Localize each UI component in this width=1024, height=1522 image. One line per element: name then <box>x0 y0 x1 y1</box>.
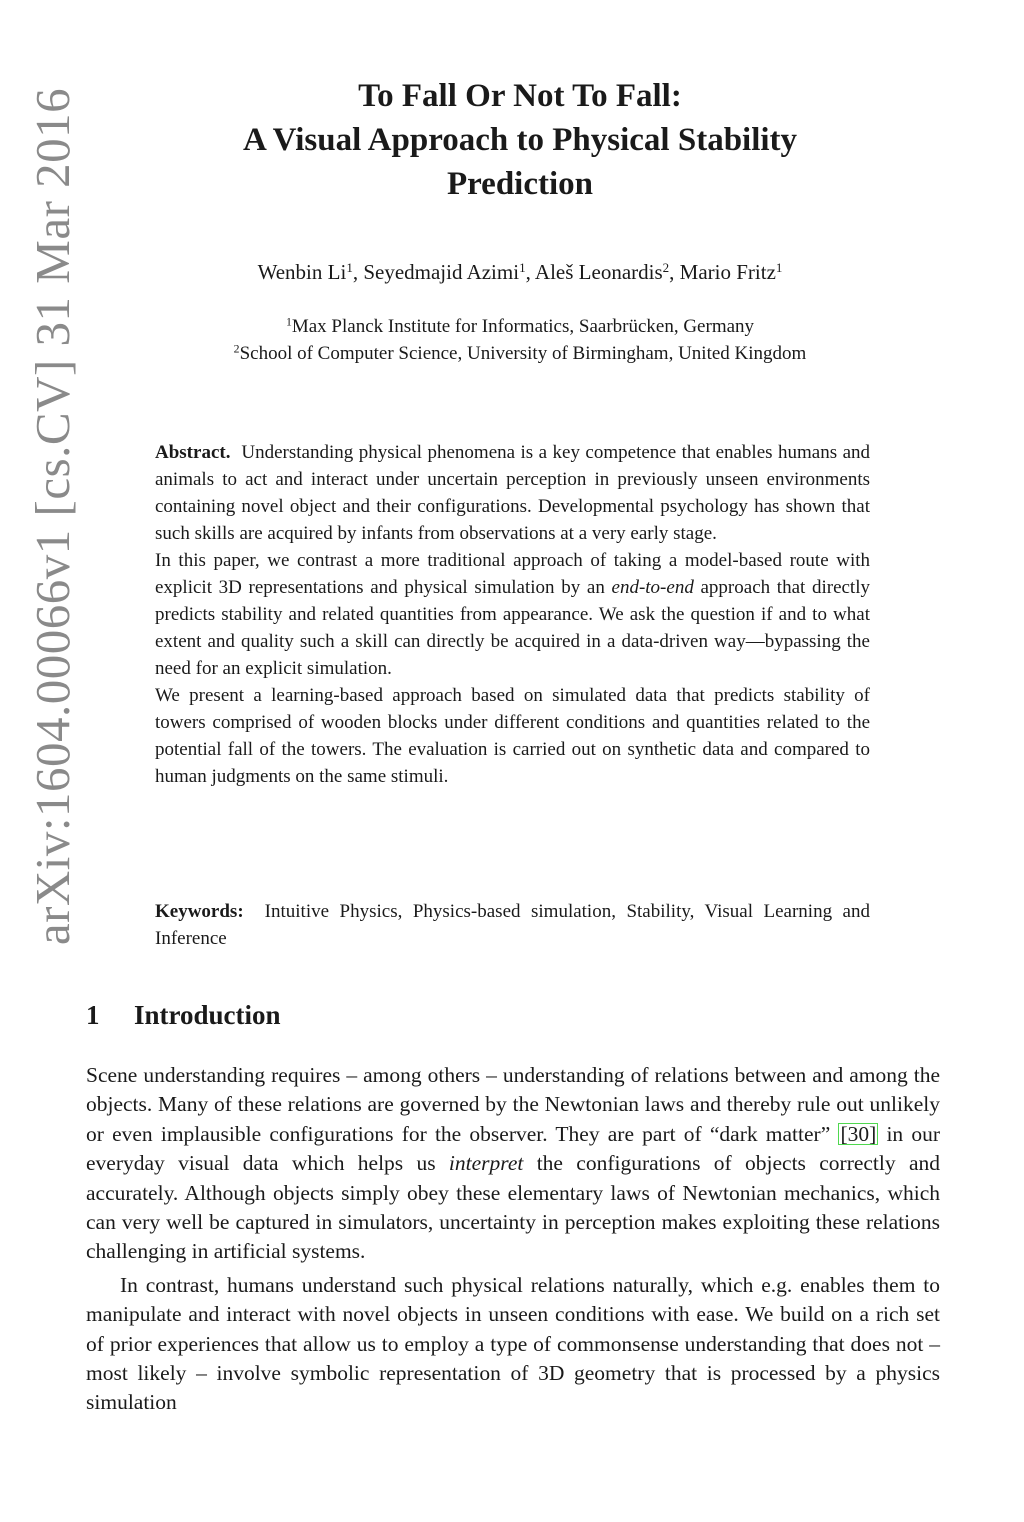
abstract <box>155 439 870 790</box>
section-heading-introduction <box>86 997 786 1033</box>
arxiv-identifier-stamp <box>20 76 86 956</box>
title-line-3: Prediction <box>446 166 594 202</box>
section-number: 1 <box>86 1000 100 1030</box>
body-paragraph-2: In contrast, humans understand such physical relations naturally, which e.g. enables them to manipulate and interact with novel objects in unseen conditions with ease. We build on a rich set of prior experiences that allow us to employ a type of commonsense understanding that does not – most likely – involve symbolic representation of 3D geometry that is processed by a physics simulation <box>86 1272 940 1415</box>
keywords-label: Keywords: <box>155 901 244 922</box>
author: Seyedmajid Azimi$^1$, <box>363 259 535 284</box>
title-line-1: To Fall Or Not To Fall: <box>358 78 682 114</box>
author: Aleš Leonardis$^2$, <box>534 259 680 284</box>
title-line-2: A Visual Approach to Physical Stability <box>242 122 798 158</box>
keywords <box>155 898 870 952</box>
author-list <box>120 257 920 287</box>
abstract-paragraph-2: In this paper, we contrast a more traditional approach of taking a model-based route with explicit 3D representations and physical simulation by an end-to-end approach that directly predicts stability and related quantities from appearance. We ask the question if and to what extent and quality such a skill can directly be acquired in a data-driven way—bypassing the need for an explicit simulation. <box>155 550 870 679</box>
paper-title <box>120 74 920 206</box>
affiliation: $^1$Max Planck Institute for Informatics, Saarbrücken, Germany <box>285 315 755 337</box>
introduction-body <box>86 1061 940 1418</box>
citation-link[interactable]: [30] <box>840 1121 877 1146</box>
abstract-paragraph-3: We present a learning-based approach based on simulated data that predicts stability of towers comprised of wooden blocks under different conditions and quantities related to the potential fall of the towers. The evaluation is carried out on synthetic data and compared to human judgments on the same stimuli. <box>155 685 870 787</box>
author: Mario Fritz$^1$ <box>679 259 783 284</box>
abstract-label: Abstract. <box>155 442 231 463</box>
affiliation: $^2$School of Computer Science, University of Birmingham, United Kingdom <box>233 342 807 364</box>
section-title: Introduction <box>134 1000 281 1030</box>
keywords-text: Intuitive Physics, Physics-based simulation, Stability, Visual Learning and Inference <box>155 901 870 949</box>
author: Wenbin Li$^1$, <box>257 259 364 284</box>
arxiv-identifier-text: arXiv:1604.00066v1 [cs.CV] 31 Mar 2016 <box>25 87 81 945</box>
affiliation-list <box>120 313 920 367</box>
body-paragraph-1: Scene understanding requires – among others – understanding of relations between and among the objects. Many of these relations are governed by the Newtonian laws and thereby rule out unlikely or even implausible configurations for the observer. They are part of “dark matter” [30] in our everyday visual data which helps us interpret the configurations of objects correctly and accurately. Although objects simply obey these elementary laws of Newtonian mechanics, which can very well be captured in simulators, uncertainty in perception makes exploiting these relations challenging in artificial systems. <box>86 1063 941 1264</box>
abstract-paragraph-1: Abstract. Understanding physical phenomena is a key competence that enables humans and animals to act and interact under uncertain perception in previously unseen environments containing novel object and their configurations. Developmental psychology has shown that such skills are acquired by infants from observations at a very early stage. <box>155 442 870 544</box>
